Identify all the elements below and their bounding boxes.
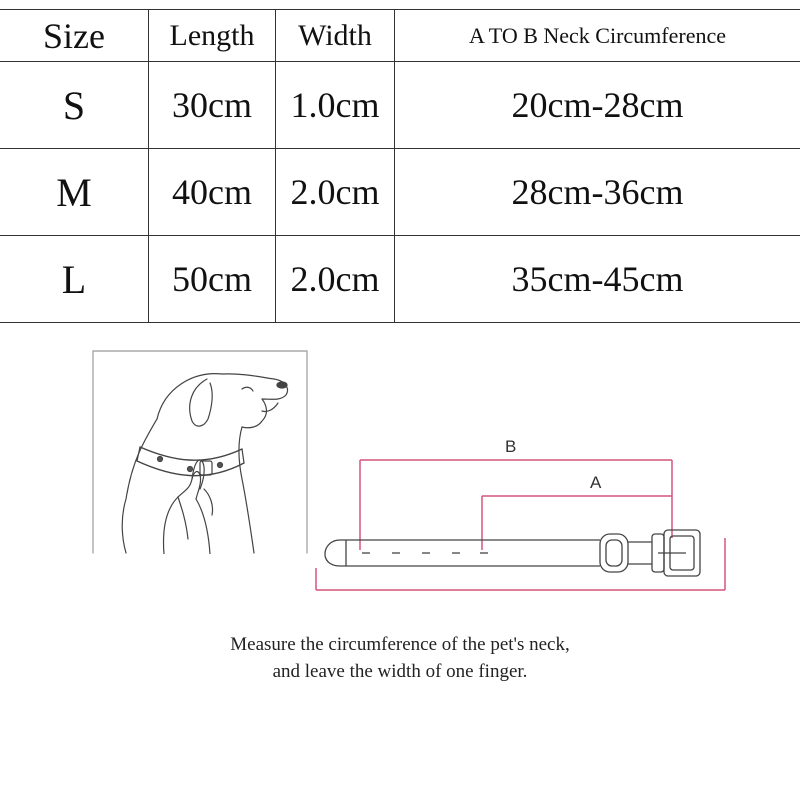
label-a: A — [590, 473, 602, 492]
header-neck-circumference: A TO B Neck Circumference — [395, 10, 800, 62]
cell-length: 50cm — [149, 236, 276, 323]
cell-length: 30cm — [149, 62, 276, 149]
cell-size: L — [0, 236, 149, 323]
cell-width: 1.0cm — [276, 62, 395, 149]
collar-strap — [325, 530, 700, 576]
caption-line-1: Measure the circumference of the pet's neck, — [230, 634, 570, 655]
header-width: Width — [276, 10, 395, 62]
dog-collar-illustration — [92, 349, 308, 554]
cell-size: S — [0, 62, 149, 149]
header-length: Length — [149, 10, 276, 62]
cell-neck: 20cm-28cm — [395, 62, 800, 149]
header-size: Size — [0, 10, 149, 62]
cell-size: M — [0, 149, 149, 236]
table-row — [0, 62, 800, 149]
table-row — [0, 236, 800, 323]
size-chart-header-row — [0, 10, 800, 62]
table-row — [0, 149, 800, 236]
cell-neck: 35cm-45cm — [395, 236, 800, 323]
cell-length: 40cm — [149, 149, 276, 236]
caption-line-2: and leave the width of one finger. — [272, 661, 528, 682]
cell-neck: 28cm-36cm — [395, 149, 800, 236]
label-b: B — [505, 437, 517, 456]
collar-measurement-diagram — [300, 430, 730, 600]
cell-width: 2.0cm — [276, 236, 395, 323]
size-chart-table — [0, 9, 800, 323]
cell-width: 2.0cm — [276, 149, 395, 236]
